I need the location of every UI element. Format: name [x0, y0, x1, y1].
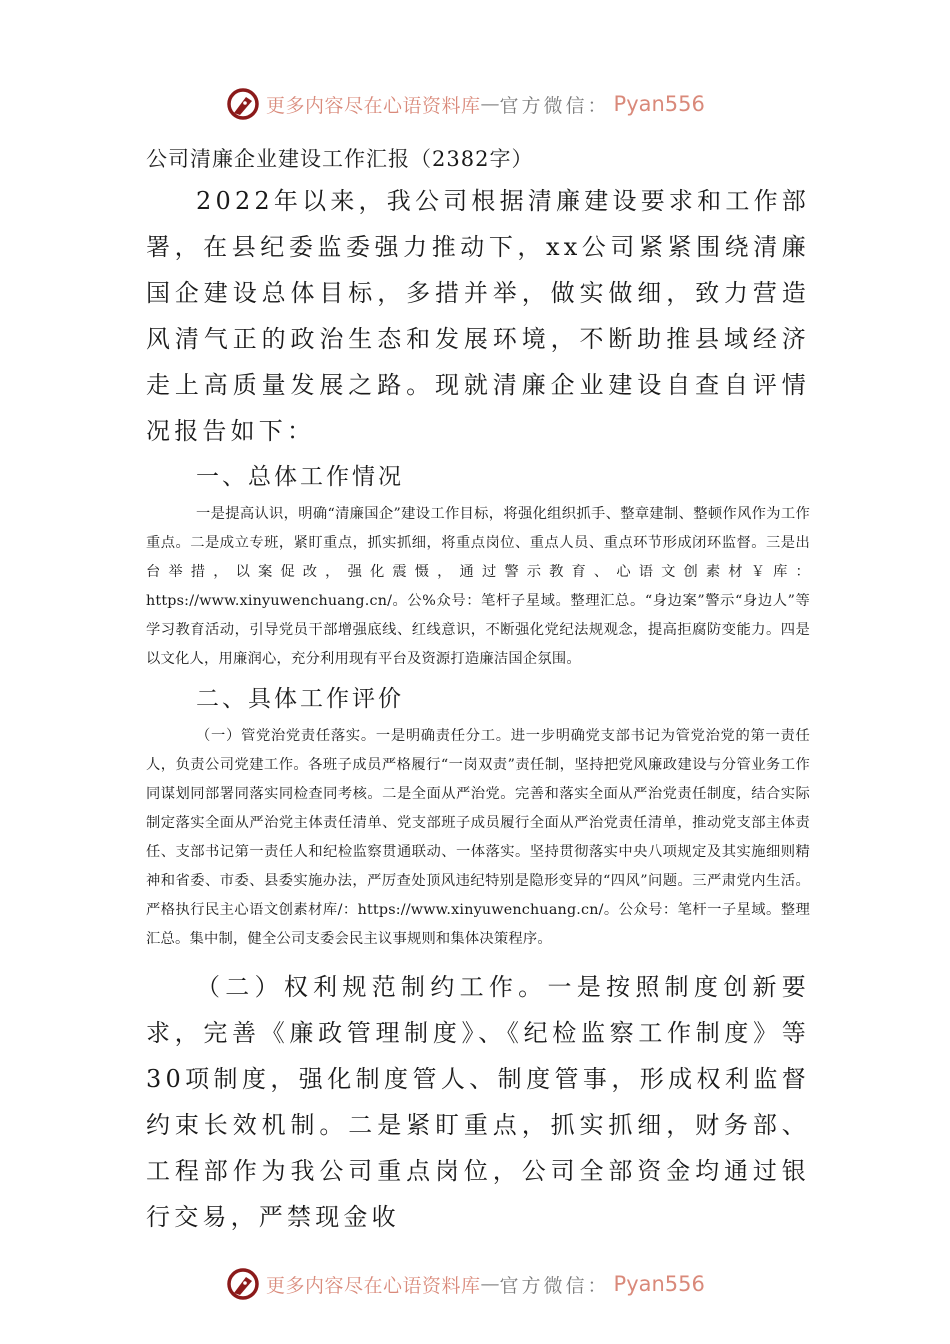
banner-main-text: 更多内容尽在心语资料库	[266, 94, 481, 117]
section1-paragraph: 一是提高认识，明确“清廉国企”建设工作目标，将强化组织抓手、整章建制、整顿作风作为工作重点。二是成立专班，紧盯重点，抓实抓细，将重点岗位、重点人员、重点环节形成闭环监督。三是出台举措，以案促改，强化震慑，通过警示教育、心语文创素材￥库：https://www.xinyuwenchuang.cn/。公%众号：笔杆子星域。整理汇总。“身边案”警示“身边人”等学习教育活动，引导党员干部增强底线、红线意识，不断强化党纪法规观念，提高拒腐防变能力。四是以文化人，用廉润心，充分利用现有平台及资源打造廉洁国企氛围。	[146, 506, 810, 667]
banner-dash: —	[480, 93, 500, 115]
section2-heading: 二、具体工作评价	[196, 686, 404, 712]
banner-wechat-label: 官方微信：	[499, 1274, 610, 1297]
footer-banner	[226, 1264, 786, 1304]
document-title: 公司清廉企业建设工作汇报（2382字）	[146, 147, 534, 171]
banner-wechat-id: Pyan556	[613, 92, 705, 116]
banner-main-text: 更多内容尽在心语资料库	[266, 1274, 481, 1297]
pen-nib-logo-icon	[226, 1267, 260, 1301]
banner-wechat-id: Pyan556	[613, 1272, 705, 1296]
document-body	[146, 140, 810, 1240]
section2-sub2-paragraph: （二）权利规范制约工作。一是按照制度创新要求，完善《廉政管理制度》、《纪检监察工作制度》等30项制度，强化制度管人、制度管事，形成权利监督约束长效机制。二是紧盯重点，抓实抓细，财务部、工程部作为我公司重点岗位，公司全部资金均通过银行交易，严禁现金收	[146, 973, 810, 1231]
pen-nib-logo-icon	[226, 87, 260, 121]
intro-paragraph: 2022年以来，我公司根据清廉建设要求和工作部署，在县纪委监委强力推动下，xx公司紧紧围绕清廉国企建设总体目标，多措并举，做实做细，致力营造风清气正的政治生态和发展环境，不断助推县域经济走上高质量发展之路。现就清廉企业建设自查自评情况报告如下：	[146, 187, 810, 445]
banner-wechat-label: 官方微信：	[499, 94, 610, 117]
section1-heading: 一、总体工作情况	[196, 464, 404, 490]
section2-sub1-paragraph: （一）管党治党责任落实。一是明确责任分工。进一步明确党支部书记为管党治党的第一责任人，负责公司党建工作。各班子成员严格履行“一岗双责”责任制，坚持把党风廉政建设与分管业务工作同谋划同部署同落实同检查同考核。二是全面从严治党。完善和落实全面从严治党责任制度，结合实际制定落实全面从严治党主体责任清单、党支部班子成员履行全面从严治党责任清单，推动党支部主体责任、支部书记第一责任人和纪检监察贯通联动、一体落实。坚持贯彻落实中央八项规定及其实施细则精神和省委、市委、县委实施办法，严厉查处顶风违纪特别是隐形变异的“四风”问题。三严肃党内生活。严格执行民主心语文创素材库/：https://www.xinyuwenchuang.cn/。公众号：笔杆一子星域。整理汇总。集中制，健全公司支委会民主议事规则和集体决策程序。	[146, 728, 810, 947]
header-banner	[226, 84, 786, 124]
banner-dash: —	[480, 1273, 500, 1295]
